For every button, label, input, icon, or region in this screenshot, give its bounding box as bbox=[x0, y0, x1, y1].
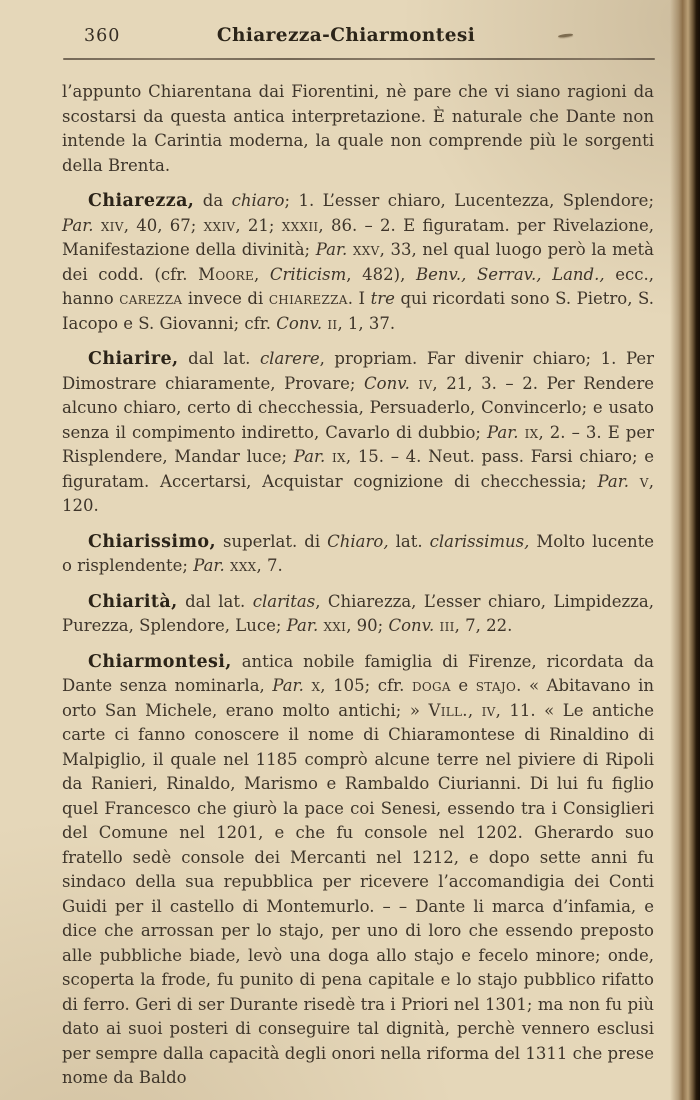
text-segment: doga bbox=[411, 676, 451, 695]
text-segment: qui ricordati sono S. Pietro, S. Iacopo e S. Giovanni; cfr. bbox=[62, 289, 654, 333]
text-segment: , 7. bbox=[256, 556, 283, 575]
text-segment: xxi bbox=[323, 616, 347, 635]
text-segment: Molto lucente o risplendente; bbox=[62, 531, 655, 575]
page-edge-shadow bbox=[670, 0, 700, 1100]
continuation-chiarentana bbox=[62, 80, 654, 178]
text-segment: Chiarissimo, bbox=[88, 531, 216, 552]
text-segment: Conv. bbox=[388, 616, 435, 635]
text-segment: ii bbox=[327, 313, 338, 333]
text-segment: , 482), bbox=[346, 264, 416, 284]
text-segment: xiv bbox=[100, 215, 124, 235]
text-segment: x bbox=[311, 676, 321, 695]
entry-chiarita bbox=[62, 590, 654, 639]
text-segment: xxv bbox=[352, 240, 380, 259]
text-segment: Par. bbox=[62, 215, 94, 235]
text-segment: iii bbox=[439, 616, 455, 635]
text-segment bbox=[325, 447, 332, 466]
text-segment: Conv. bbox=[364, 373, 410, 393]
text-segment: antica nobile famiglia di Firenze, ricordata da Dante senza nominarla, bbox=[62, 651, 654, 695]
text-segment: Par. bbox=[315, 240, 348, 259]
header-rule bbox=[63, 58, 655, 60]
text-segment: Vill. bbox=[428, 700, 468, 720]
text-segment: dal lat. bbox=[177, 591, 253, 611]
text-segment: , 2. – 3. E per Risplendere, Mandar luce; bbox=[62, 422, 654, 466]
text-segment: Criticism bbox=[269, 264, 347, 284]
text-segment: claritas bbox=[252, 591, 316, 611]
text-segment: . « Abitavano in orto San Michele, erano molto antichi; » bbox=[62, 676, 655, 720]
text-segment: Chiarmontesi, bbox=[88, 651, 232, 672]
text-segment: tre bbox=[370, 289, 395, 308]
text-segment: invece di bbox=[182, 289, 269, 308]
text-segment: ; 1. L’esser chiaro, Lucentezza, Splendore; bbox=[284, 191, 655, 210]
entry-chiarire bbox=[62, 347, 654, 519]
text-segment: ecc., hanno bbox=[62, 264, 654, 308]
text-segment: e bbox=[450, 676, 476, 695]
text-segment: Par. bbox=[293, 447, 326, 466]
text-segment: , Chiarezza, L’esser chiaro, Limpidezza, Purezza, Splendore, Luce; bbox=[62, 591, 655, 635]
entry-chiarezza bbox=[62, 189, 654, 336]
text-segment: . I bbox=[347, 289, 371, 308]
text-segment: , 86. – 2. E figuratam. per Rivelazione, Manifestazione della divinità; bbox=[62, 215, 655, 259]
text-segment: , 120. bbox=[62, 471, 654, 515]
text-segment: , 21, 3. – 2. Per Rendere alcuno chiaro, certo di checchessia, Persuaderlo, Convincerlo; e usato senza il compimento indiretto, Cavarlo di dubbio; bbox=[62, 373, 654, 442]
text-segment: carezza bbox=[119, 289, 183, 308]
text-segment: xxxii bbox=[281, 215, 319, 235]
text-segment: da bbox=[194, 191, 232, 210]
text-segment: Chiaro, bbox=[327, 531, 389, 551]
text-segment: clarere bbox=[259, 349, 320, 368]
text-segment: Par. bbox=[487, 422, 519, 442]
text-segment: , 11. « Le antiche carte ci fanno conoscere il nome di Chiaramontese di Rinaldino di Malpiglio, il quale nel 1185 comprò alcune terre nel piviere di Ripoli da Ranieri, Rinaldo, Marismo e Rambaldo Ciurianni. Di lui fu figlio quel Francesco che giurò la pace coi Senesi, essendo tra i Consiglieri del Comune nel 1201, e che fu console nel 1202. Gherardo suo fratello sedè console dei Mercanti nel 1212, e dopo sette anni fu sindaco della sua repubblica per ricevere l’accomandigia dei Conti Guidi per il castello di Montemurlo. – – Dante li marca d’infamia, e dice che arrossan per lo stajo, per uno di loro che essendo preposto alle pubbliche biade, levò una doga allo stajo e fecelo minore; onde, scoperta la frode, fu punito di pena capitale e lo stajo pubblico rifatto di ferro. Geri di ser Durante risedè tra i Priori nel 1301; ma non fu più dato ai suoi posteri di conseguire tal dignità, perchè vennero esclusi per sempre dalla capacità degli onori nella riforma del 1311 che prese nome da Baldo bbox=[62, 700, 654, 1087]
text-segment: , 105; cfr. bbox=[320, 676, 412, 695]
text-segment: Par. bbox=[193, 556, 225, 575]
text-segment: , 1, 37. bbox=[337, 313, 396, 333]
text-block bbox=[62, 80, 654, 1091]
text-segment: l’appunto Chiarentana dai Fiorentini, nè pare che vi siano ragioni da scostarsi da questa antica interpretazione. È naturale che Dante non intende la Carintia moderna, la quale non comprende più le sorgenti della Brenta. bbox=[62, 82, 654, 175]
text-segment: chiaro bbox=[231, 191, 285, 210]
text-segment: xxx bbox=[229, 556, 257, 575]
text-segment bbox=[629, 472, 640, 491]
text-segment: superlat. di bbox=[215, 531, 328, 551]
text-segment: iv bbox=[418, 373, 433, 393]
text-segment: , 21; bbox=[235, 215, 282, 235]
text-segment: , propriam. Far divenir chiaro; 1. Per Dimostrare chiaramente, Provare; bbox=[62, 349, 654, 393]
text-segment: clarissimus, bbox=[429, 531, 530, 551]
text-segment: Par. bbox=[272, 676, 304, 695]
text-segment: , 40, 67; bbox=[123, 215, 204, 235]
page-number: 360 bbox=[84, 26, 121, 46]
text-segment: , bbox=[467, 700, 482, 720]
text-segment: , 90; bbox=[346, 616, 389, 635]
text-segment: v bbox=[639, 471, 649, 491]
text-segment: Benv., Serrav., Land., bbox=[415, 264, 605, 284]
text-segment: Chiarezza, bbox=[88, 191, 195, 211]
text-segment: ix bbox=[332, 447, 346, 466]
entry-chiarissimo bbox=[62, 530, 654, 579]
text-segment: Conv. bbox=[276, 313, 323, 333]
text-segment bbox=[94, 216, 101, 235]
text-segment: iv bbox=[481, 700, 496, 720]
text-segment: , bbox=[254, 264, 270, 284]
text-segment: ix bbox=[524, 422, 539, 442]
text-segment: Par. bbox=[597, 471, 630, 491]
entry-chiarmontesi bbox=[62, 650, 654, 1091]
text-segment: stajo bbox=[475, 676, 517, 695]
text-segment: Moore bbox=[198, 264, 255, 284]
text-segment: Par. bbox=[286, 616, 319, 635]
text-segment: dal lat. bbox=[178, 349, 260, 368]
running-header-title: Chiarezza-Chiarmontesi bbox=[216, 25, 476, 46]
text-segment: chiarezza bbox=[268, 289, 348, 308]
text-segment: , 15. – 4. Neut. pass. Farsi chiaro; e figuratam. Accertarsi, Acquistar cognizione di checchessia; bbox=[62, 447, 654, 491]
text-segment: , 33, nel qual luogo però la metà dei codd. (cfr. bbox=[62, 240, 654, 284]
text-segment: , 7, 22. bbox=[454, 616, 513, 635]
text-segment: Chiarire, bbox=[88, 349, 179, 369]
text-segment: xxiv bbox=[203, 215, 236, 235]
text-segment: Chiarità, bbox=[88, 591, 178, 612]
text-segment: lat. bbox=[388, 531, 430, 551]
